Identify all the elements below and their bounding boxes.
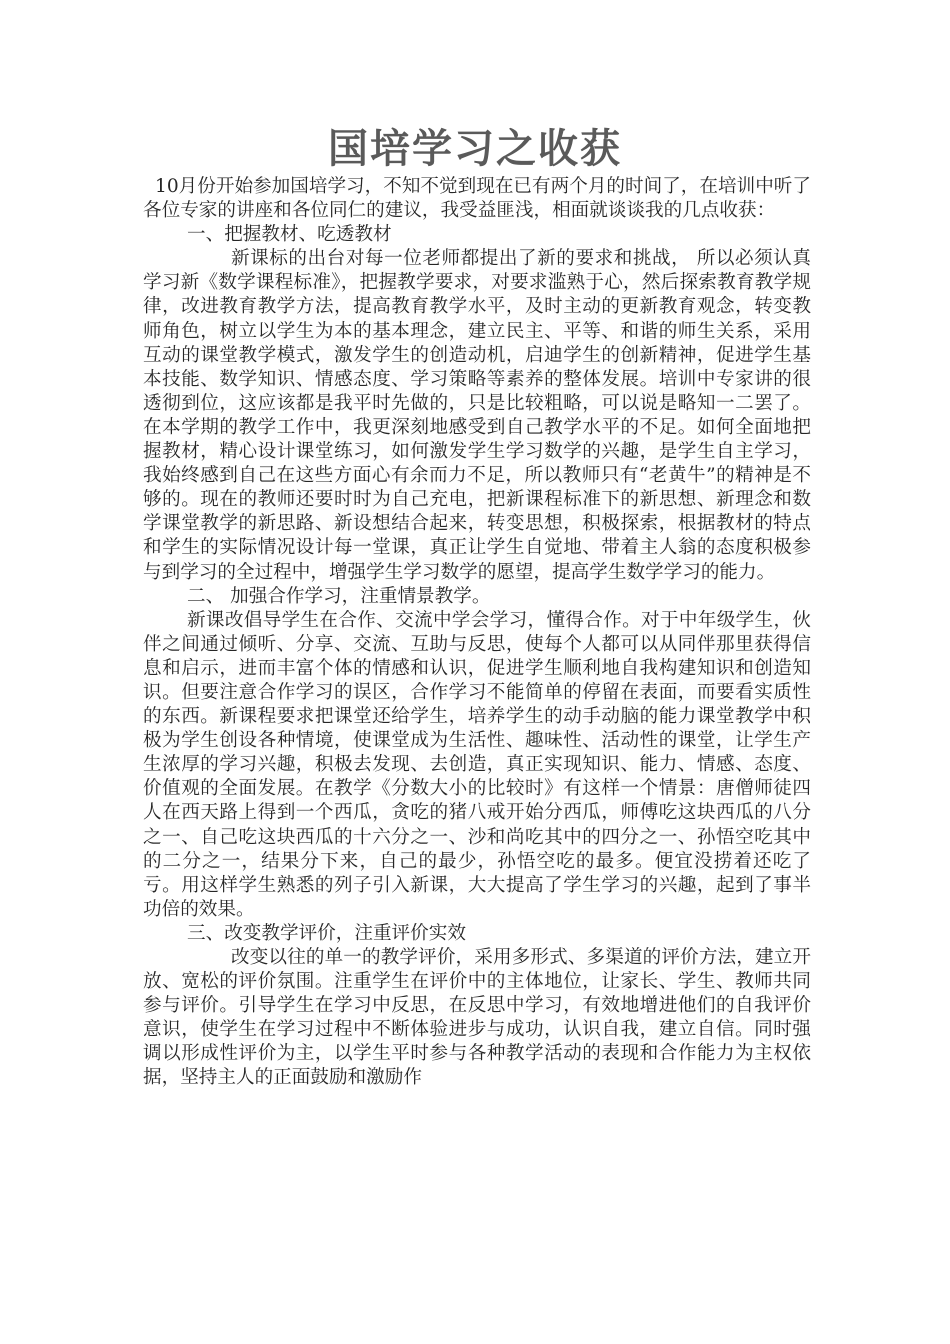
document-body	[143, 175, 811, 1091]
section-paragraph-3: 改变以往的单一的教学评价，采用多形式、多渠道的评价方法，建立开放、宽松的评价氛围。注重学生在评价中的主体地位，让家长、学生、教师共同参与评价。引导学生在学习中反思，在反思中学习，有效地增进他们的自我评价意识，使学生在学习过程中不断体验进步与成功，认识自我，建立自信。同时强调以形成性评价为主，以学生平时参与各种教学活动的表现和合作能力为主权依据，坚持主人的正面鼓励和激励作	[143, 947, 811, 1089]
section-paragraph-2: 新课改倡导学生在合作、交流中学会学习，懂得合作。对于中年级学生，伙伴之间通过倾听、分享、交流、互助与反思，使每个人都可以从同伴那里获得信息和启示，进而丰富个体的情感和认识，促进学生顺利地自我构建知识和创造知识。但要注意合作学习的误区，合作学习不能简单的停留在表面，而要看实质性的东西。新课程要求把课堂还给学生，培养学生的动手动脑的能力课堂教学中积极为学生创设各种情境，使课堂成为生活性、趣味性、活动性的课堂，让学生产生浓厚的学习兴趣，积极去发现、去创造，真正实现知识、能力、情感、态度、价值观的全面发展。在教学《分数大小的比较时》有这样一个情景：唐僧师徒四人在西天路上得到一个西瓜，贪吃的猪八戒开始分西瓜，师傅吃这块西瓜的八分之一、自己吃这块西瓜的十六分之一、沙和尚吃其中的四分之一、孙悟空吃其中的二分之一，结果分下来，自己的最少，孙悟空吃的最多。便宜没捞着还吃了亏。用这样学生熟悉的列子引入新课，大大提高了学生学习的兴趣，起到了事半功倍的效果。	[143, 609, 811, 920]
section-heading-2: 二、 加强合作学习，注重情景教学。	[187, 585, 491, 607]
section-heading-3: 三、改变教学评价，注重评价实效	[187, 922, 466, 944]
section-heading-1: 一、把握教材、吃透教材	[187, 224, 392, 246]
document-title: 国培学习之收获	[328, 125, 622, 172]
intro-paragraph: 10月份开始参加国培学习，不知不觉到现在已有两个月的时间了，在培训中听了各位专家的讲座和各位同仁的建议，我受益匪浅，相面就谈谈我的几点收获：	[143, 176, 811, 222]
section-paragraph-1: 新课标的出台对每一位老师都提出了新的要求和挑战， 所以必须认真学习新《数学课程标准》，把握教学要求，对要求滥熟于心，然后探索教育教学规律，改进教育教学方法，提高教育教学水平，及时主动的更新教育观念，转变教师角色，树立以学生为本的基本理念，建立民主、平等、和谐的师生关系，采用互动的课堂教学模式，激发学生的创造动机，启迪学生的创新精神，促进学生基本技能、数学知识、情感态度、学习策略等素养的整体发展。培训中专家讲的很透彻到位，这应该都是我平时先做的，只是比较粗略，可以说是略知一二罢了。在本学期的教学工作中，我更深刻地感受到自己教学水平的不足。如何全面地把握教材，精心设计课堂练习，如何激发学生学习数学的兴趣，是学生自主学习，我始终感到自己在这些方面心有余而力不足，所以教师只有“老黄牛”的精神是不够的。现在的教师还要时时为自己充电，把新课程标准下的新思想、新理念和数学课堂教学的新思路、新设想结合起来，转变思想，积极探索，根据教材的特点和学生的实际情况设计每一堂课，真正让学生自觉地、带着主人翁的态度积极参与到学习的全过程中，增强学生学习数学的愿望，提高学生数学学习的能力。	[143, 248, 811, 583]
